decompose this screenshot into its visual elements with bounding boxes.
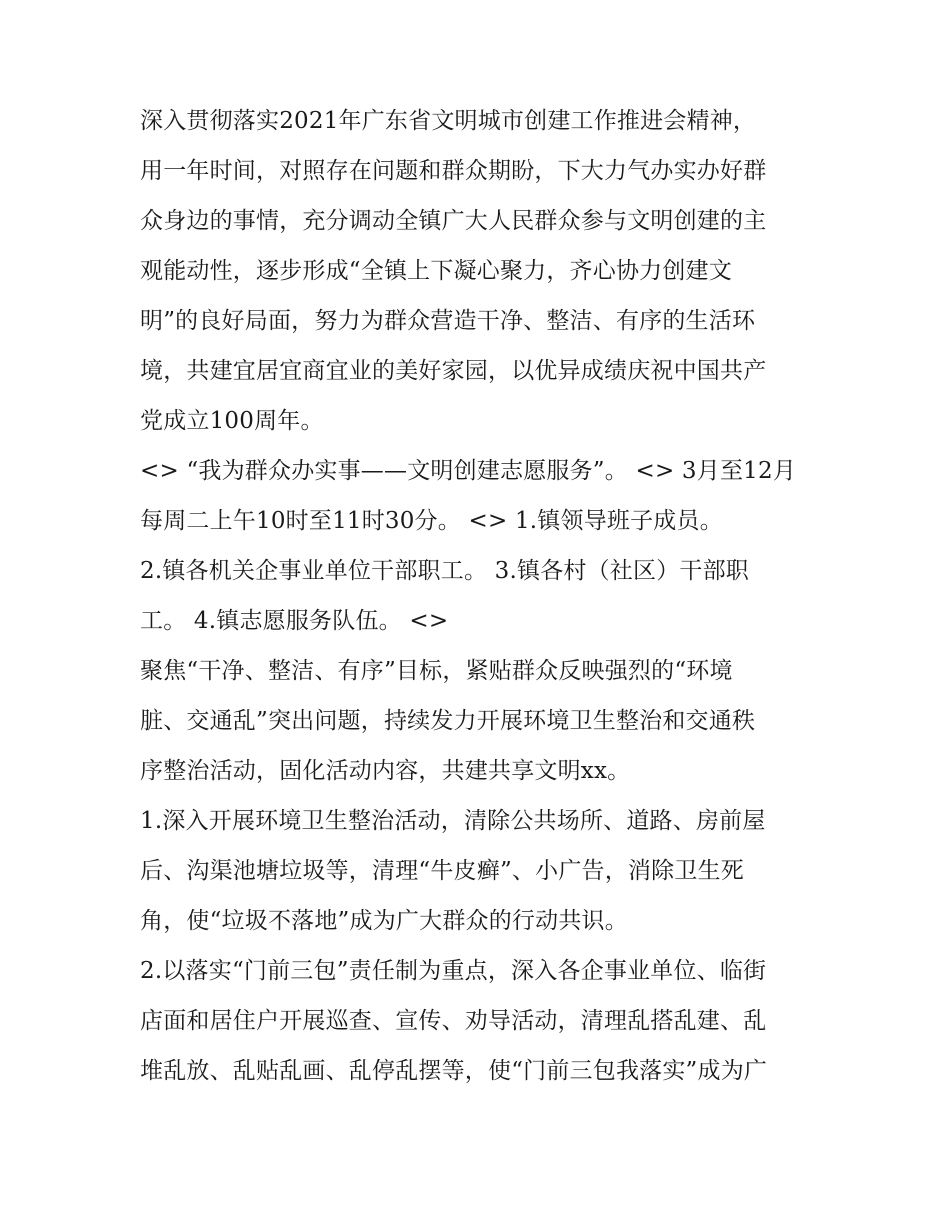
text-line: 明”的良好局面，努力为群众营造干净、整洁、有序的生活环 <box>140 308 756 334</box>
text-line: 工。 4.镇志愿服务队伍。 <> <box>140 608 449 634</box>
text-line: 党成立100周年。 <box>140 408 324 434</box>
text-line: 深入贯彻落实2021年广东省文明城市创建工作推进会精神， <box>140 108 757 134</box>
text-line: 众身边的事情，充分调动全镇广大人民群众参与文明创建的主 <box>140 208 767 234</box>
text-line: 脏、交通乱”突出问题，持续发力开展环境卫生整治和交通秩 <box>140 708 756 734</box>
text-line: 角，使“垃圾不落地”成为广大群众的行动共识。 <box>140 908 628 934</box>
text-line: 1.深入开展环境卫生整治活动，清除公共场所、道路、房前屋 <box>140 808 766 834</box>
text-line: 2.镇各机关企事业单位干部职工。 3.镇各村（社区）干部职 <box>140 558 749 584</box>
text-line: 聚焦“干净、整洁、有序”目标，紧贴群众反映强烈的“环境 <box>140 658 733 684</box>
text-line: 堆乱放、乱贴乱画、乱停乱摆等，使“门前三包我落实”成为广 <box>140 1058 768 1084</box>
text-line: 境，共建宜居宜商宜业的美好家园，以优异成绩庆祝中国共产 <box>140 358 767 384</box>
text-line: 店面和居住户开展巡查、宣传、劝导活动，清理乱搭乱建、乱 <box>140 1008 767 1034</box>
text-line: 每周二上午10时至11时30分。 <> 1.镇领导班子成员。 <box>140 508 723 534</box>
text-line: 用一年时间，对照存在问题和群众期盼，下大力气办实办好群 <box>140 158 767 184</box>
text-line: 序整治活动，固化活动内容，共建共享文明xx。 <box>140 758 631 784</box>
text-line: <> “我为群众办实事——文明创建志愿服务”。 <> 3月至12月 <box>140 458 797 484</box>
text-line: 后、沟渠池塘垃圾等，清理“牛皮癣”、小广告，消除卫生死 <box>140 858 744 884</box>
text-line: 观能动性，逐步形成“全镇上下凝心聚力，齐心协力创建文 <box>140 258 732 284</box>
text-line: 2.以落实“门前三包”责任制为重点，深入各企事业单位、临街 <box>140 958 767 984</box>
